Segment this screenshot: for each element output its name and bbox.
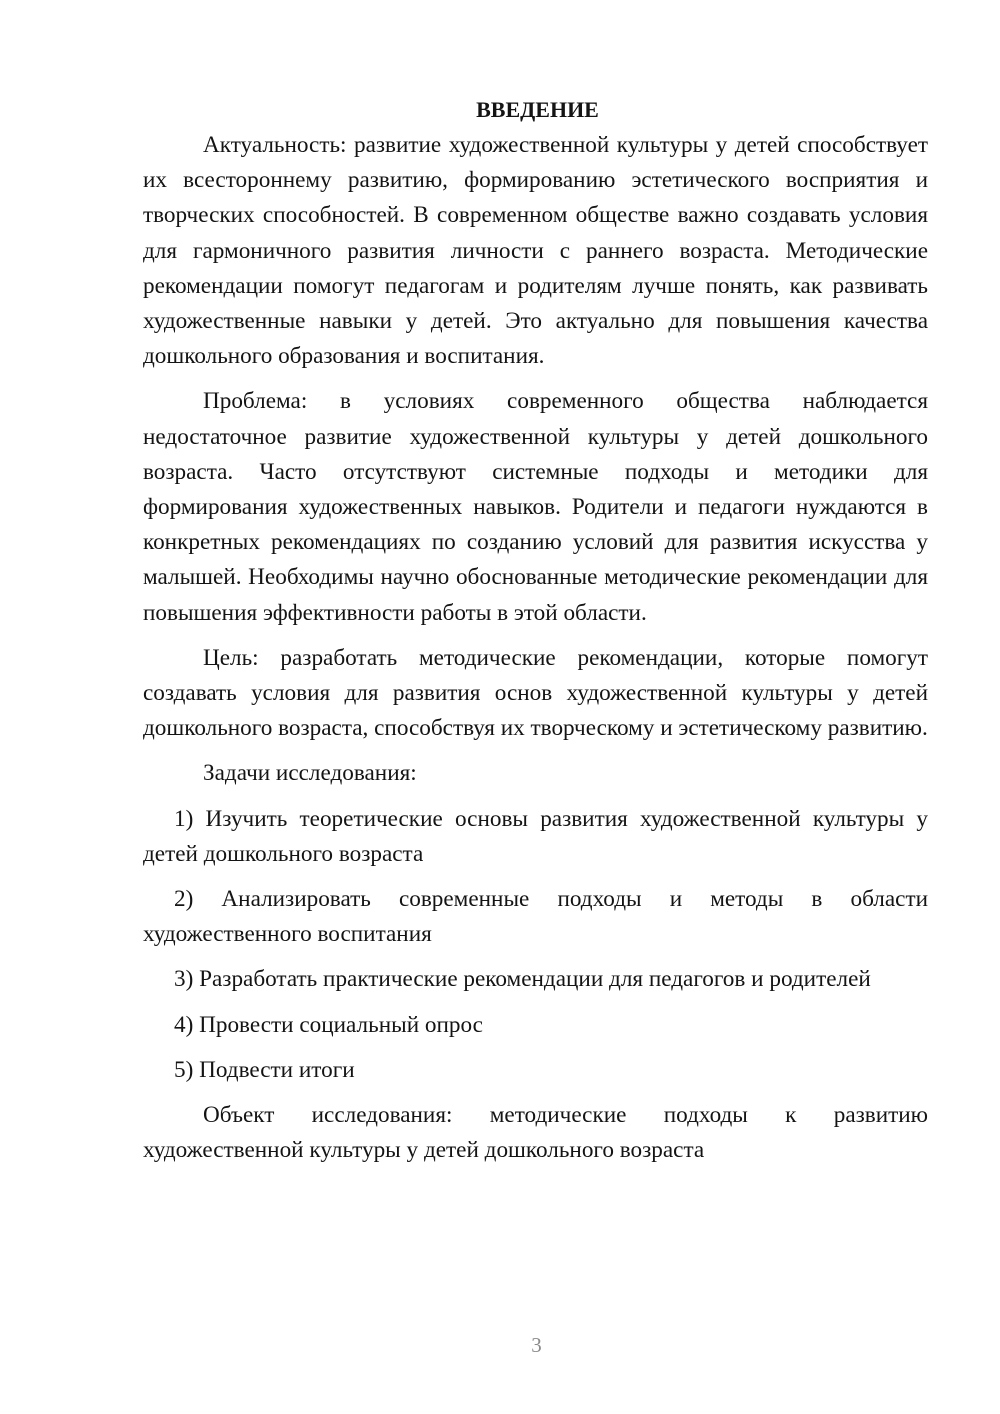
goal-paragraph: Цель: разработать методические рекомендации, которые помогут создавать условия для развития основ художественной культуры у детей дошкольного возраста, способствуя их творческому и эстетическому развитию. [143, 644, 928, 742]
tasks-heading: Задачи исследования: [203, 760, 417, 787]
object-paragraph: Объект исследования: методические подходы к развитию художественной культуры у детей дошкольного возраста [143, 1102, 928, 1164]
problem-paragraph: Проблема: в условиях современного общества наблюдается недостаточное развитие художественной культуры у детей дошкольного возраста. Часто отсутствуют системные подходы и методики для формирования художественных навыков. Родители и педагоги нуждаются в конкретных рекомендациях по созданию условий для развития искусства у малышей. Необходимы научно обоснованные методические рекомендации для повышения эффективности работы в этой области. [143, 388, 928, 626]
task-item: 5) Подвести итоги [174, 1056, 355, 1083]
relevance-paragraph: Актуальность: развитие художественной культуры у детей способствует их всестороннему развитию, формированию эстетического восприятия и творческих способностей. В современном обществе важно создавать условия для гармоничного развития личности с раннего возраста. Методические рекомендации помогут педагогам и родителям лучше понять, как развивать художественные навыки у детей. Это актуально для повышения качества дошкольного образования и воспитания. [143, 132, 928, 370]
page-title: ВВЕДЕНИЕ [476, 97, 599, 122]
page-content [143, 92, 928, 1178]
task-item: 2) Анализировать современные подходы и методы в области художественного воспитания [143, 886, 928, 948]
page-number: 3 [531, 1333, 542, 1357]
task-item: 3) Разработать практические рекомендации для педагогов и родителей [174, 966, 871, 993]
task-item: 4) Провести социальный опрос [174, 1011, 483, 1038]
task-item: 1) Изучить теоретические основы развития художественной культуры у детей дошкольного возраста [143, 805, 928, 867]
